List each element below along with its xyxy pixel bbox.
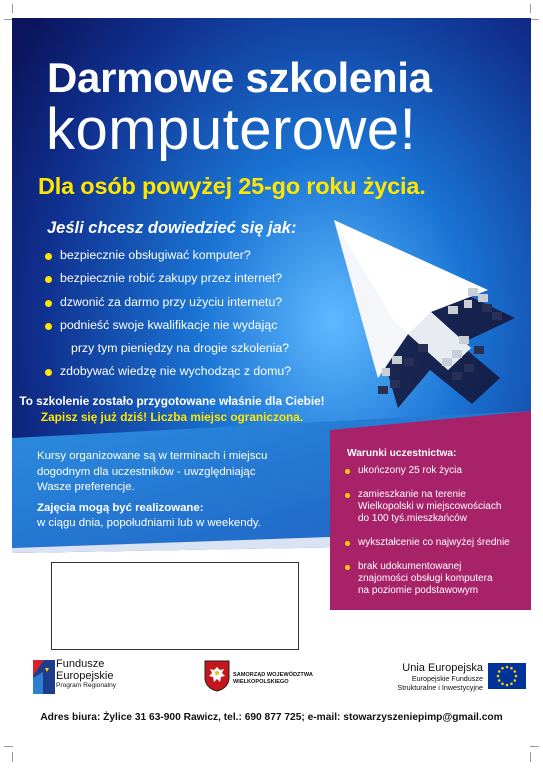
conditions-heading: Warunki uczestnictwa: xyxy=(347,448,457,459)
intro-question: Jeśli chcesz dowiedzieć się jak: xyxy=(47,219,297,237)
list-item: ukończony 25 rok życia xyxy=(344,465,510,477)
office-address: Adres biura: Żylice 31 63-900 Rawicz, tel.: 690 877 725; e-mail: stowarzyszeniepimp@gmail.com xyxy=(40,712,503,723)
crop-mark xyxy=(530,746,539,747)
eu-flag-icon xyxy=(488,663,526,689)
bullet-dot-icon xyxy=(345,469,350,474)
crop-mark xyxy=(530,19,539,20)
list-item: zdobywać wiedzę nie wychodząc z domu? xyxy=(43,360,291,383)
crop-mark xyxy=(4,746,13,747)
fundusze-europejskie-logo xyxy=(33,660,55,694)
unia-europejska-text: Unia Europejska Europejskie Fundusze Strukturalne i Inwestycyjne xyxy=(397,662,483,692)
stamp-box xyxy=(51,562,299,650)
bullet-dot-icon xyxy=(345,541,350,546)
bullet-dot-icon xyxy=(345,565,350,570)
poster xyxy=(12,18,531,650)
courses-line: Kursy organizowane są w terminach i miejscu xyxy=(37,450,268,462)
bullet-dot-icon xyxy=(345,493,350,498)
fundusze-europejskie-text: Fundusze Europejskie Program Regionalny xyxy=(56,658,117,689)
prepared-note: To szkolenie zostało przygotowane właśnie dla Ciebie! xyxy=(19,394,325,408)
list-item-continuation: przy tym pieniędzy na drogie szkolenia? xyxy=(71,341,290,356)
list-item: zamieszkanie na terenie Wielkopolski w miejscowościach do 100 tyś.mieszkańców xyxy=(344,489,510,525)
headline-line1: Darmowe szkolenia xyxy=(47,54,432,101)
list-item: bezpiecznie robić zakupy przez internet? xyxy=(43,267,291,290)
list-item: bezpiecznie obsługiwać komputer? xyxy=(43,244,291,267)
samorzad-logo-text: SAMORZĄD WOJEWÓDZTWA WIELKOPOLSKIEGO xyxy=(233,672,313,685)
courses-line: Wasze preferencje. xyxy=(37,481,135,493)
crop-mark xyxy=(530,752,531,762)
conditions-list xyxy=(344,465,510,609)
crop-mark xyxy=(12,4,13,13)
headline-subtitle: Dla osób powyżej 25-go roku życia. xyxy=(38,173,426,199)
list-item: brak udokumentowanej znajomości obsługi komputera na poziomie podstawowym xyxy=(344,561,510,597)
courses-line: dogodnym dla uczestników - uwzględniając xyxy=(37,465,256,478)
list-item: podnieść swoje kwalifikacje nie wydając xyxy=(43,314,291,337)
schedule-text: w ciągu dnia, popołudniami lub w weekendy. xyxy=(37,517,261,529)
crop-mark xyxy=(530,4,531,13)
coat-of-arms-icon xyxy=(204,660,230,692)
schedule-heading: Zajęcia mogą być realizowane: xyxy=(37,502,204,514)
courses-info xyxy=(37,449,267,496)
list-item: wykształcenie co najwyżej średnie xyxy=(344,537,510,549)
headline-line2: komputerowe! xyxy=(46,97,417,162)
crop-mark xyxy=(12,752,13,762)
list-item: dzwonić za darmo przy użyciu internetu? xyxy=(43,291,291,314)
signup-note: Zapisz się już dziś! Liczba miejsc ograniczona. xyxy=(40,410,304,424)
